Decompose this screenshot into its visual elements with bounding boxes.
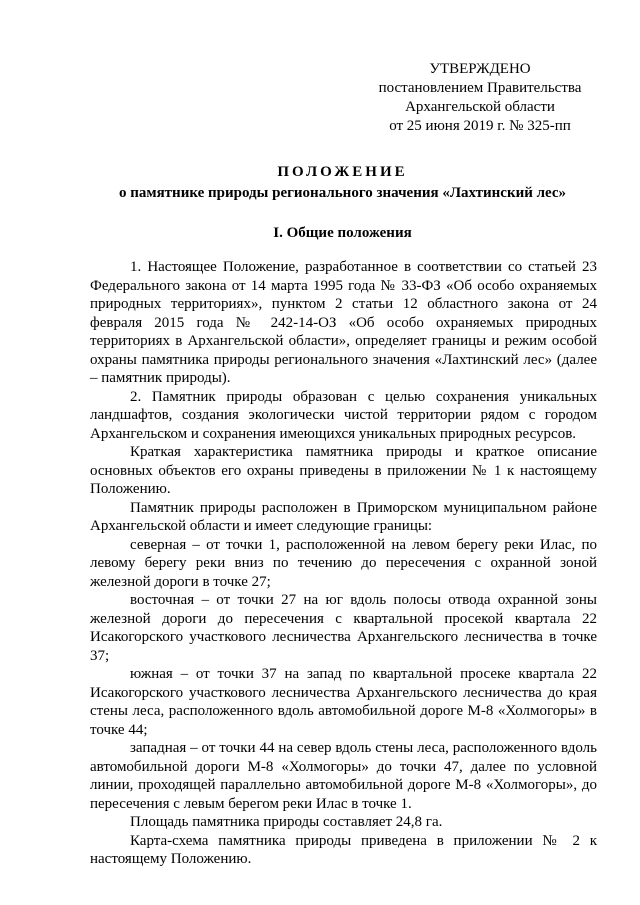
paragraph: северная – от точки 1, расположенной на левом берегу реки Илас, по левому берегу реки вниз по течению до пересечения с охранной зоной железной дороги в точке 27; <box>90 536 597 590</box>
paragraph: южная – от точки 37 на запад по квартальной просеке квартала 22 Исакогорского участкового лесничества Архангельского лесничества до края стены леса, расположенного вдоль автомобильной дороге М-8 «Холмогоры» в точке 44; <box>90 666 597 738</box>
paragraph: западная – от точки 44 на север вдоль стены леса, расположенного вдоль автомобильной дороги М-8 «Холмогоры» до точки 47, далее по условной линии, проходящей параллельно автомобильной дороге М-8 «Холмогоры», до пересечения с левым берегом реки Илас в точке 1. <box>90 740 597 812</box>
approval-region: Архангельской области <box>405 99 555 115</box>
paragraph: Краткая характеристика памятника природы и краткое описание основных объектов его охраны приведены в приложении № 1 к настоящему Положению. <box>90 444 597 497</box>
paragraph: Карта-схема памятника природы приведена в приложении № 2 к настоящему Положению. <box>90 832 597 867</box>
approval-block <box>360 60 600 136</box>
paragraph: 2. Памятник природы образован с целью сохранения уникальных ландшафтов, создания экологически чистой территории рядом с городом Архангельском и сохранения имеющихся уникальных природных ресурсов. <box>90 388 597 442</box>
document-title: ПОЛОЖЕНИЕ <box>277 164 408 180</box>
title-block <box>90 163 595 202</box>
section-heading: I. Общие положения <box>273 225 412 241</box>
body-text <box>90 258 597 869</box>
approval-date: от 25 июня 2019 г. № 325-пп <box>389 118 571 134</box>
document-subtitle: о памятнике природы регионального значения «Лахтинский лес» <box>118 184 567 201</box>
paragraph: Памятник природы расположен в Приморском муниципальном районе Архангельской области и имеет следующие границы: <box>90 499 597 534</box>
paragraph: восточная – от точки 27 на юг вдоль полосы отвода охранной зоны железной дороги до пересечения с квартальной просекой квартала 22 Исакогорского участкового лесничества Архангельского лесничества в точке 37; <box>90 592 597 664</box>
approval-stamp: УТВЕРЖДЕНО <box>429 61 531 77</box>
paragraph: 1. Настоящее Положение, разработанное в соответствии со статьей 23 Федерального закона от 14 марта 1995 года № 33-ФЗ «Об особо охраняемых природных территориях», пунктом 2 статьи 12 областного закона от 24 февраля 2015 года № 242-14-ОЗ «Об особо охраняемых природных территориях в Архангельской области», определяет границы и режим особой охраны памятника природы регионального значения «Лахтинский лес» (далее – памятник природы). <box>90 259 597 386</box>
paragraph: Площадь памятника природы составляет 24,8 га. <box>130 814 443 830</box>
approval-decree: постановлением Правительства <box>378 80 582 96</box>
